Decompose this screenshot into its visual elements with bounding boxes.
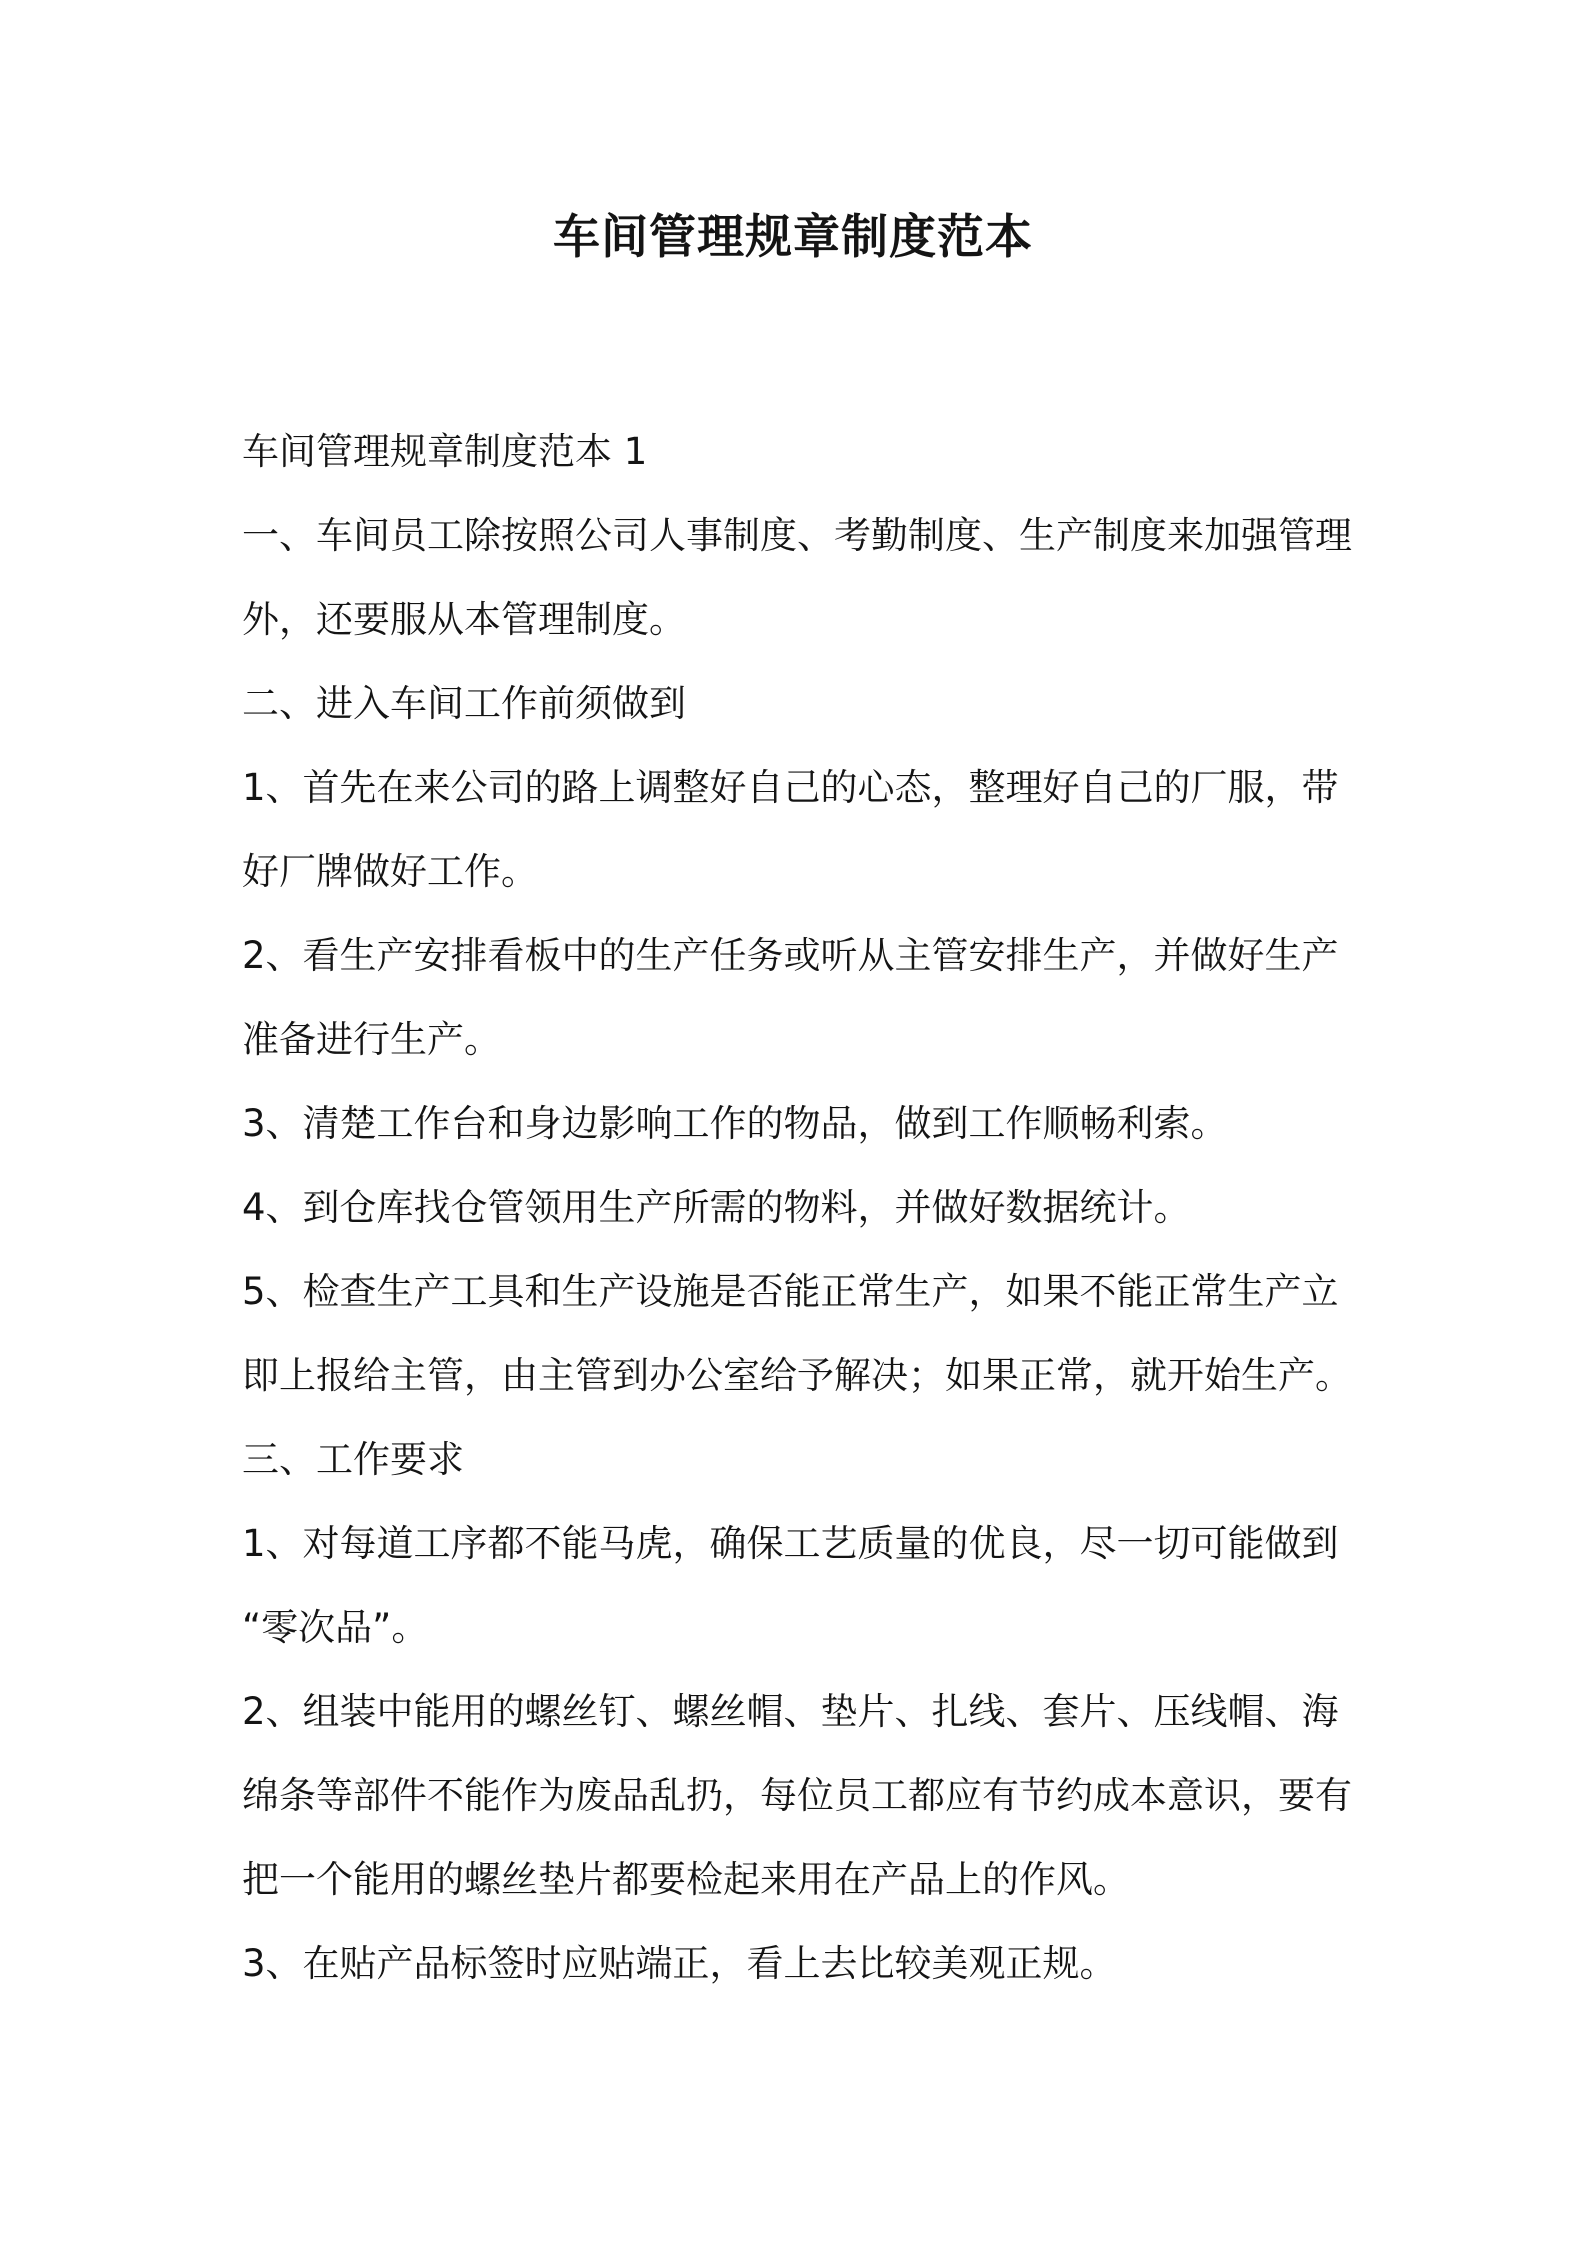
paragraph-line: 2、组装中能用的螺丝钉、螺丝帽、垫片、扎线、套片、压线帽、海 — [242, 1690, 1339, 1733]
paragraph-line: 2、看生产安排看板中的生产任务或听从主管安排生产，并做好生产 — [242, 934, 1339, 977]
paragraph-line: 4、到仓库找仓管领用生产所需的物料，并做好数据统计。 — [242, 1186, 1191, 1229]
paragraph-line: 1、对每道工序都不能马虎，确保工艺质量的优良，尽一切可能做到 — [242, 1522, 1339, 1565]
paragraph-line: 3、清楚工作台和身边影响工作的物品，做到工作顺畅利索。 — [242, 1102, 1228, 1145]
paragraph-line: 好厂牌做好工作。 — [242, 850, 538, 893]
section-heading: 三、工作要求 — [242, 1438, 464, 1481]
document-body — [242, 410, 1362, 2006]
paragraph-line: 把一个能用的螺丝垫片都要检起来用在产品上的作风。 — [242, 1858, 1130, 1901]
section-heading: 二、进入车间工作前须做到 — [242, 682, 686, 725]
paragraph-line: 准备进行生产。 — [242, 1018, 501, 1061]
paragraph-line: 即上报给主管，由主管到办公室给予解决；如果正常，就开始生产。 — [242, 1354, 1352, 1397]
paragraph-line: 1、首先在来公司的路上调整好自己的心态，整理好自己的厂服，带 — [242, 766, 1339, 809]
paragraph-line: 5、检查生产工具和生产设施是否能正常生产，如果不能正常生产立 — [242, 1270, 1339, 1313]
paragraph-line: 绵条等部件不能作为废品乱扔，每位员工都应有节约成本意识，要有 — [242, 1774, 1352, 1817]
paragraph-line: 一、车间员工除按照公司人事制度、考勤制度、生产制度来加强管理 — [242, 514, 1352, 557]
paragraph-line: 3、在贴产品标签时应贴端正，看上去比较美观正规。 — [242, 1942, 1117, 1985]
paragraph-line: 外，还要服从本管理制度。 — [242, 598, 686, 641]
document-title: 车间管理规章制度范本 — [553, 210, 1033, 265]
paragraph-line: “零次品”。 — [242, 1606, 429, 1649]
section-heading: 车间管理规章制度范本 1 — [242, 430, 648, 473]
